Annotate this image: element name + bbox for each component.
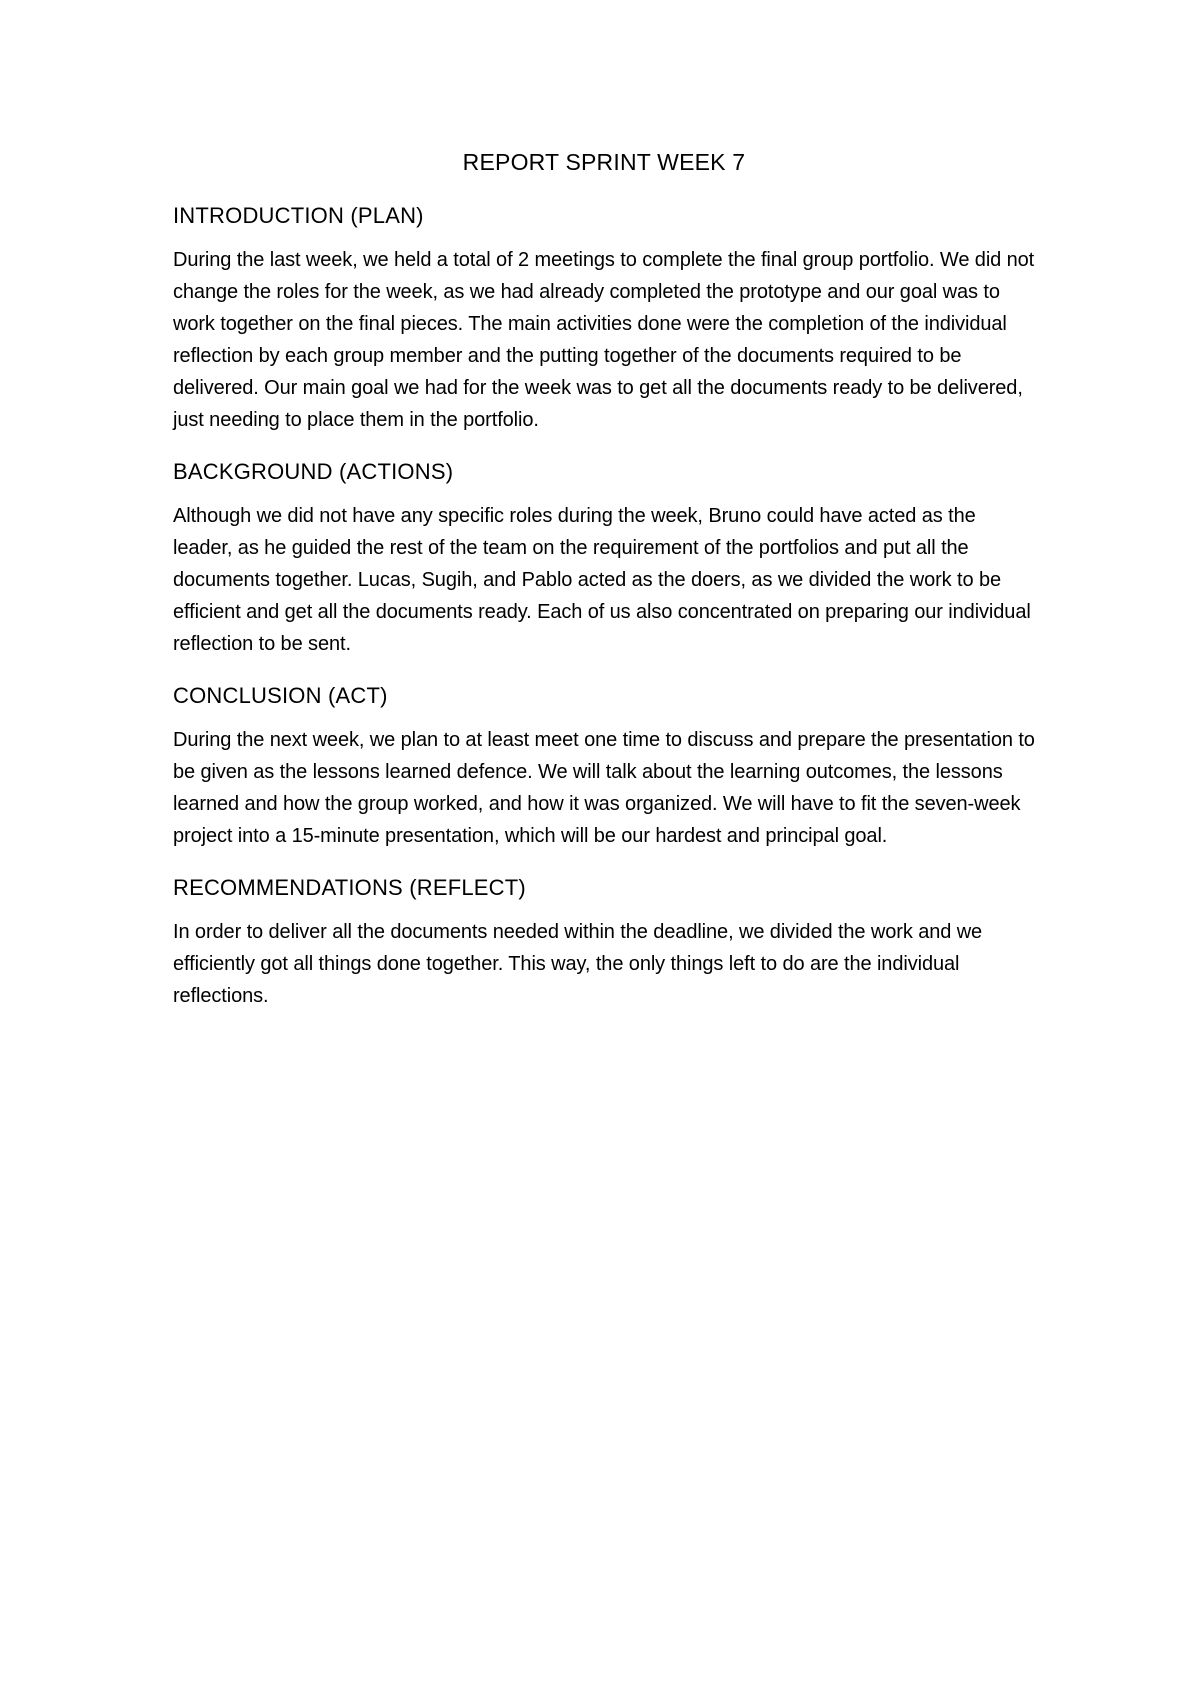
section-conclusion	[173, 680, 1035, 852]
section-heading-recommendations: RECOMMENDATIONS (REFLECT)	[173, 875, 526, 900]
document-title: REPORT SPRINT WEEK 7	[462, 149, 746, 175]
section-heading-background: BACKGROUND (ACTIONS)	[173, 459, 454, 484]
section-introduction	[173, 200, 1035, 436]
section-recommendations	[173, 872, 1035, 1012]
document-content	[173, 146, 1035, 1032]
section-heading-introduction: INTRODUCTION (PLAN)	[173, 203, 424, 228]
section-body-recommendations: In order to deliver all the documents needed within the deadline, we divided the work and we efficiently got all things done together. This way, the only things left to do are the individual reflections.	[173, 921, 983, 1007]
section-body-background: Although we did not have any specific roles during the week, Bruno could have acted as the leader, as he guided the rest of the team on the requirement of the portfolios and put all the documents together. Lucas, Sugih, and Pablo acted as the doers, as we divided the work to be efficient and get all the documents ready. Each of us also concentrated on preparing our individual reflection to be sent.	[173, 505, 1031, 655]
section-body-conclusion: During the next week, we plan to at least meet one time to discuss and prepare the presentation to be given as the lessons learned defence. We will talk about the learning outcomes, the lessons learned and how the group worked, and how it was organized. We will have to fit the seven-week project into a 15-minute presentation, which will be our hardest and principal goal.	[173, 729, 1035, 847]
section-background	[173, 456, 1035, 660]
section-heading-conclusion: CONCLUSION (ACT)	[173, 683, 388, 708]
section-body-introduction: During the last week, we held a total of 2 meetings to complete the final group portfolio. We did not change the roles for the week, as we had already completed the prototype and our goal was to work together on the final pieces. The main activities done were the completion of the individual reflection by each group member and the putting together of the documents required to be delivered. Our main goal we had for the week was to get all the documents ready to be delivered, just needing to place them in the portfolio.	[173, 249, 1035, 431]
